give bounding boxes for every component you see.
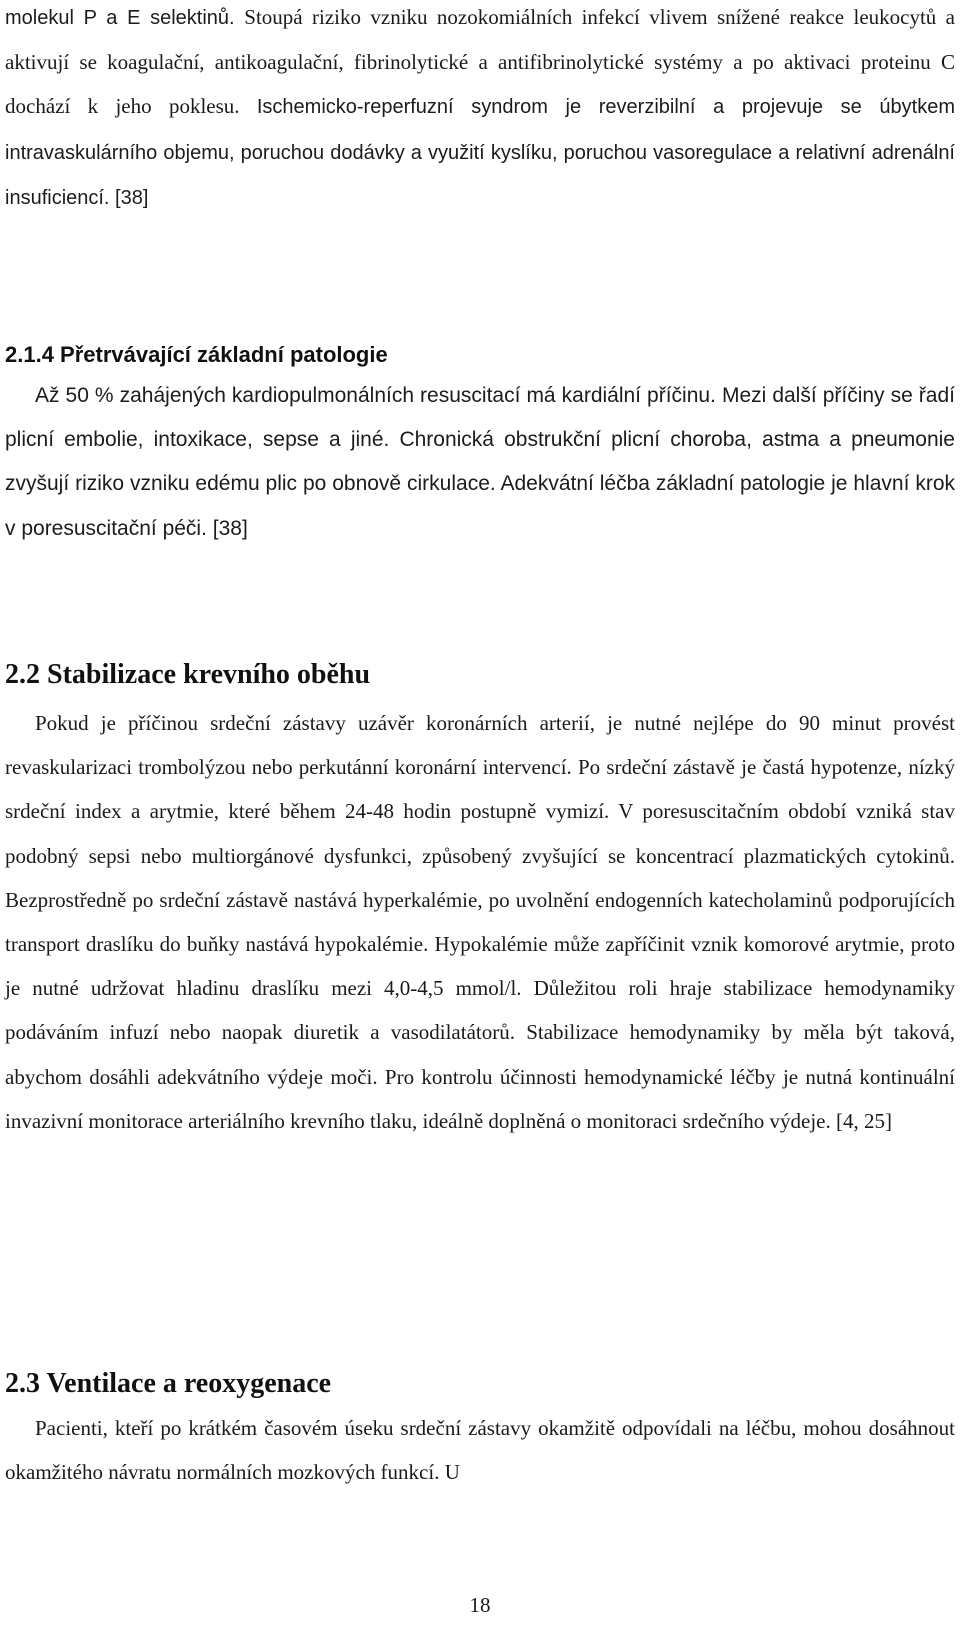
section-2-3-body [5,1406,955,1494]
lead-paragraph-start: molekul P a E selektinů. [5,7,245,29]
page-number: 18 [469,1593,491,1617]
section-2-1-4-body [5,374,955,551]
lead-paragraph-middle: Stoupá riziko vzniku nozokomiálních infekcí vlivem snížené reakce leukocytů a aktivují se koagulační, antikoagulační, fibrinolytické a antifibrinolytické systémy a po aktivaci proteinu C dochází k jeho poklesu. [5,5,955,119]
section-2-3-paragraph: Pacienti, kteří po krátkém časovém úseku srdeční zástavy okamžitě odpovídali na léčbu, mohou dosáhnout okamžitého návratu normálních mozkových funkcí. U [5,1416,955,1485]
section-heading-2-3: 2.3 Ventilace a reoxygenace [5,1368,332,1399]
section-2-2-paragraph: Pokud je příčinou srdeční zástavy uzávěr koronárních arterií, je nutné nejlépe do 90 minut provést revaskularizaci trombolýzou nebo perkutánní koronární intervencí. Po srdeční zástavě je častá hypotenze, nízký srdeční index a arytmie, které během 24-48 hodin postupně vymizí. V poresuscitačním období vzniká stav podobný sepsi nebo multiorgánové dysfunkci, způsobený zvyšující se koncentrací plazmatických cytokinů. Bezprostředně po srdeční zástavě nastává hyperkalémie, po uvolnění endogenních katecholaminů podporujících transport draslíku do buňky nastává hypokalémie. Hypokalémie může zapříčinit vznik komorové arytmie, proto je nutné udržovat hladinu draslíku mezi 4,0-4,5 mmol/l. Důležitou roli hraje stabilizace hemodynamiky podáváním infuzí nebo naopak diuretik a vasodilatátorů. Stabilizace hemodynamiky by měla být taková, abychom dosáhli adekvátního výdeje moči. Pro kontrolu účinnosti hemodynamické léčby je nutná kontinuální invazivní monitorace arteriálního krevního tlaku, ideálně doplněná o monitoraci srdečního výdeje. [4, 25] [5,711,955,1133]
lead-paragraph-end: Ischemicko-reperfuzní syndrom je reverzibilní a projevuje se úbytkem intravaskulárního objemu, poruchou dodávky a využití kyslíku, poruchou vasoregulace a relativní adrenální insuficiencí. [38] [5,96,956,209]
section-2-2-body [5,701,955,1143]
lead-paragraph [5,0,955,220]
section-heading-2-2: 2.2 Stabilizace krevního oběhu [5,659,371,690]
section-heading-2-1-4: 2.1.4 Přetrvávající základní patologie [5,342,388,367]
section-2-1-4-paragraph: Až 50 % zahájených kardiopulmonálních resuscitací má kardiální příčinu. Mezi další příčiny se řadí plicní embolie, intoxikace, sepse a jiné. Chronická obstrukční plicní choroba, astma a pneumonie zvyšují riziko vzniku edému plic po obnově cirkulace. Adekvátní léčba základní patologie je hlavní krok v poresuscitační péči. [38] [5,384,955,540]
document-page [5,0,955,1640]
